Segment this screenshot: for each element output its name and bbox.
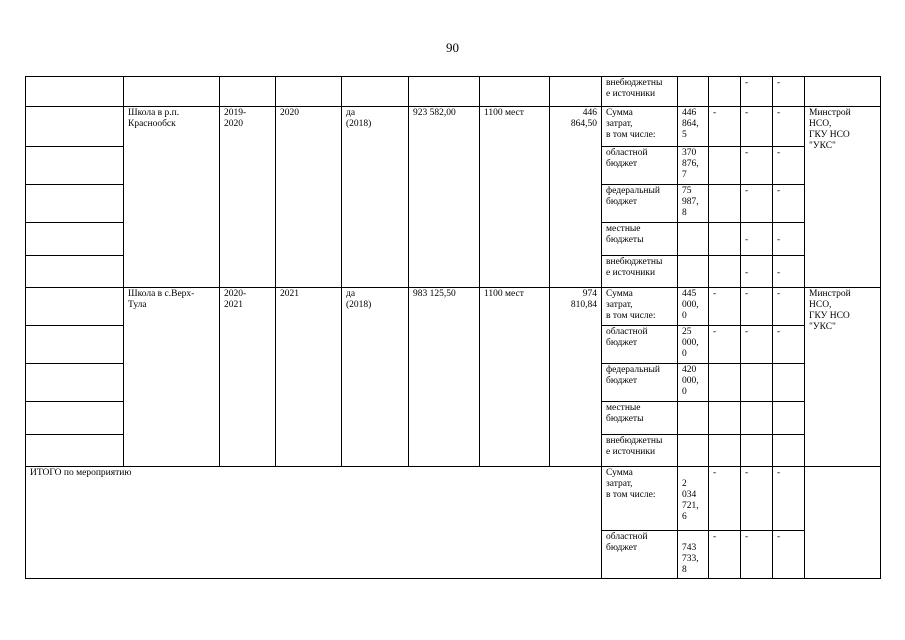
funding-source: внебюджетны е источники [602,435,678,467]
project-cost: 923 582,00 [409,107,480,288]
dash-cell: - [741,185,773,223]
dash-cell [709,256,741,288]
table-cell [26,326,124,364]
project-executor: Минстрой НСО, ГКУ НСО "УКС" [805,288,881,467]
funding-source: внебюджетны е источники [602,77,678,107]
dash-cell [709,223,741,256]
funding-source: местные бюджеты [602,223,678,256]
table-row [26,107,881,147]
table-cell [805,467,881,579]
project-remaining: 446 864,50 [550,107,602,288]
table-cell [26,77,124,107]
project-flag: да (2018) [342,107,409,288]
dash-cell [709,147,741,185]
funding-source: Сумма затрат, в том числе: [602,288,678,326]
funding-amount: 743 733, 8 [678,531,709,579]
table-cell [220,77,276,107]
dash-cell [773,364,805,402]
dash-cell: - [709,107,741,147]
dash-cell [709,402,741,435]
table-cell [26,185,124,223]
funding-source: внебюджетны е источники [602,256,678,288]
funding-amount: 370 876, 7 [678,147,709,185]
project-name: Школа в с.Верх- Тула [124,288,220,467]
table-cell [26,223,124,256]
dash-cell [741,435,773,467]
page-number: 90 [446,40,459,55]
total-label: ИТОГО по мероприятию [26,467,602,579]
funding-amount: 420 000, 0 [678,364,709,402]
funding-source: Сумма затрат, в том числе: [602,467,678,531]
funding-source: местные бюджеты [602,402,678,435]
dash-cell: - [741,531,773,579]
funding-amount [678,402,709,435]
project-name: Школа в р.п. Красноoбск [124,107,220,288]
dash-cell: - [773,107,805,147]
funding-source: федеральный бюджет [602,364,678,402]
completion-year: 2020 [276,107,342,288]
table-row [26,467,881,531]
table-cell [409,77,480,107]
dash-cell: - [741,107,773,147]
dash-cell [709,364,741,402]
funding-amount: 446 864, 5 [678,107,709,147]
project-executor: Минстрой НСО, ГКУ НСО "УКС" [805,107,881,288]
project-cost: 983 125,50 [409,288,480,467]
dash-cell: - [773,326,805,364]
dash-cell: - [709,467,741,531]
project-flag: да (2018) [342,288,409,467]
project-capacity: 1100 мест [480,107,550,288]
table-cell [26,364,124,402]
table-row [26,288,881,326]
funding-amount [678,223,709,256]
dash-cell: - [773,147,805,185]
dash-cell: - [773,185,805,223]
dash-cell: - [741,326,773,364]
dash-cell: - [741,288,773,326]
table-cell [124,77,220,107]
dash-cell: - [773,531,805,579]
table-cell [26,435,124,467]
dash-cell: - [709,326,741,364]
table-cell [26,147,124,185]
funding-source: областной бюджет [602,326,678,364]
table-row [26,77,881,107]
funding-amount [678,256,709,288]
project-period: 2020- 2021 [220,288,276,467]
dash-cell: - [741,467,773,531]
table-cell [342,77,409,107]
funding-amount: 25 000, 0 [678,326,709,364]
funding-source: областной бюджет [602,147,678,185]
dash-cell [709,435,741,467]
dash-cell: - [773,77,805,107]
table-cell [26,256,124,288]
project-capacity: 1100 мест [480,288,550,467]
dash-cell [741,402,773,435]
dash-cell [773,435,805,467]
dash-cell: - [709,288,741,326]
table-cell [678,77,709,107]
dash-cell: - [741,223,773,256]
dash-cell: - [741,256,773,288]
funding-source: федеральный бюджет [602,185,678,223]
table-cell [709,77,741,107]
dash-cell: - [709,531,741,579]
dash-cell [741,364,773,402]
dash-cell: - [741,77,773,107]
funding-amount [678,435,709,467]
project-period: 2019- 2020 [220,107,276,288]
funding-amount: 75 987, 8 [678,185,709,223]
dash-cell [709,185,741,223]
completion-year: 2021 [276,288,342,467]
table-cell [26,288,124,326]
dash-cell: - [773,288,805,326]
dash-cell: - [773,223,805,256]
table-cell [805,77,881,107]
funding-source: Сумма затрат, в том числе: [602,107,678,147]
table-cell [276,77,342,107]
funding-source: областной бюджет [602,531,678,579]
funding-amount: 445 000, 0 [678,288,709,326]
table-cell [480,77,550,107]
dash-cell: - [773,256,805,288]
table-cell [26,402,124,435]
funding-table [25,76,881,579]
dash-cell: - [741,147,773,185]
table-cell [26,107,124,147]
dash-cell: - [773,467,805,531]
dash-cell [773,402,805,435]
project-remaining: 974 810,84 [550,288,602,467]
table-cell [550,77,602,107]
funding-amount: 2 034 721, 6 [678,467,709,531]
